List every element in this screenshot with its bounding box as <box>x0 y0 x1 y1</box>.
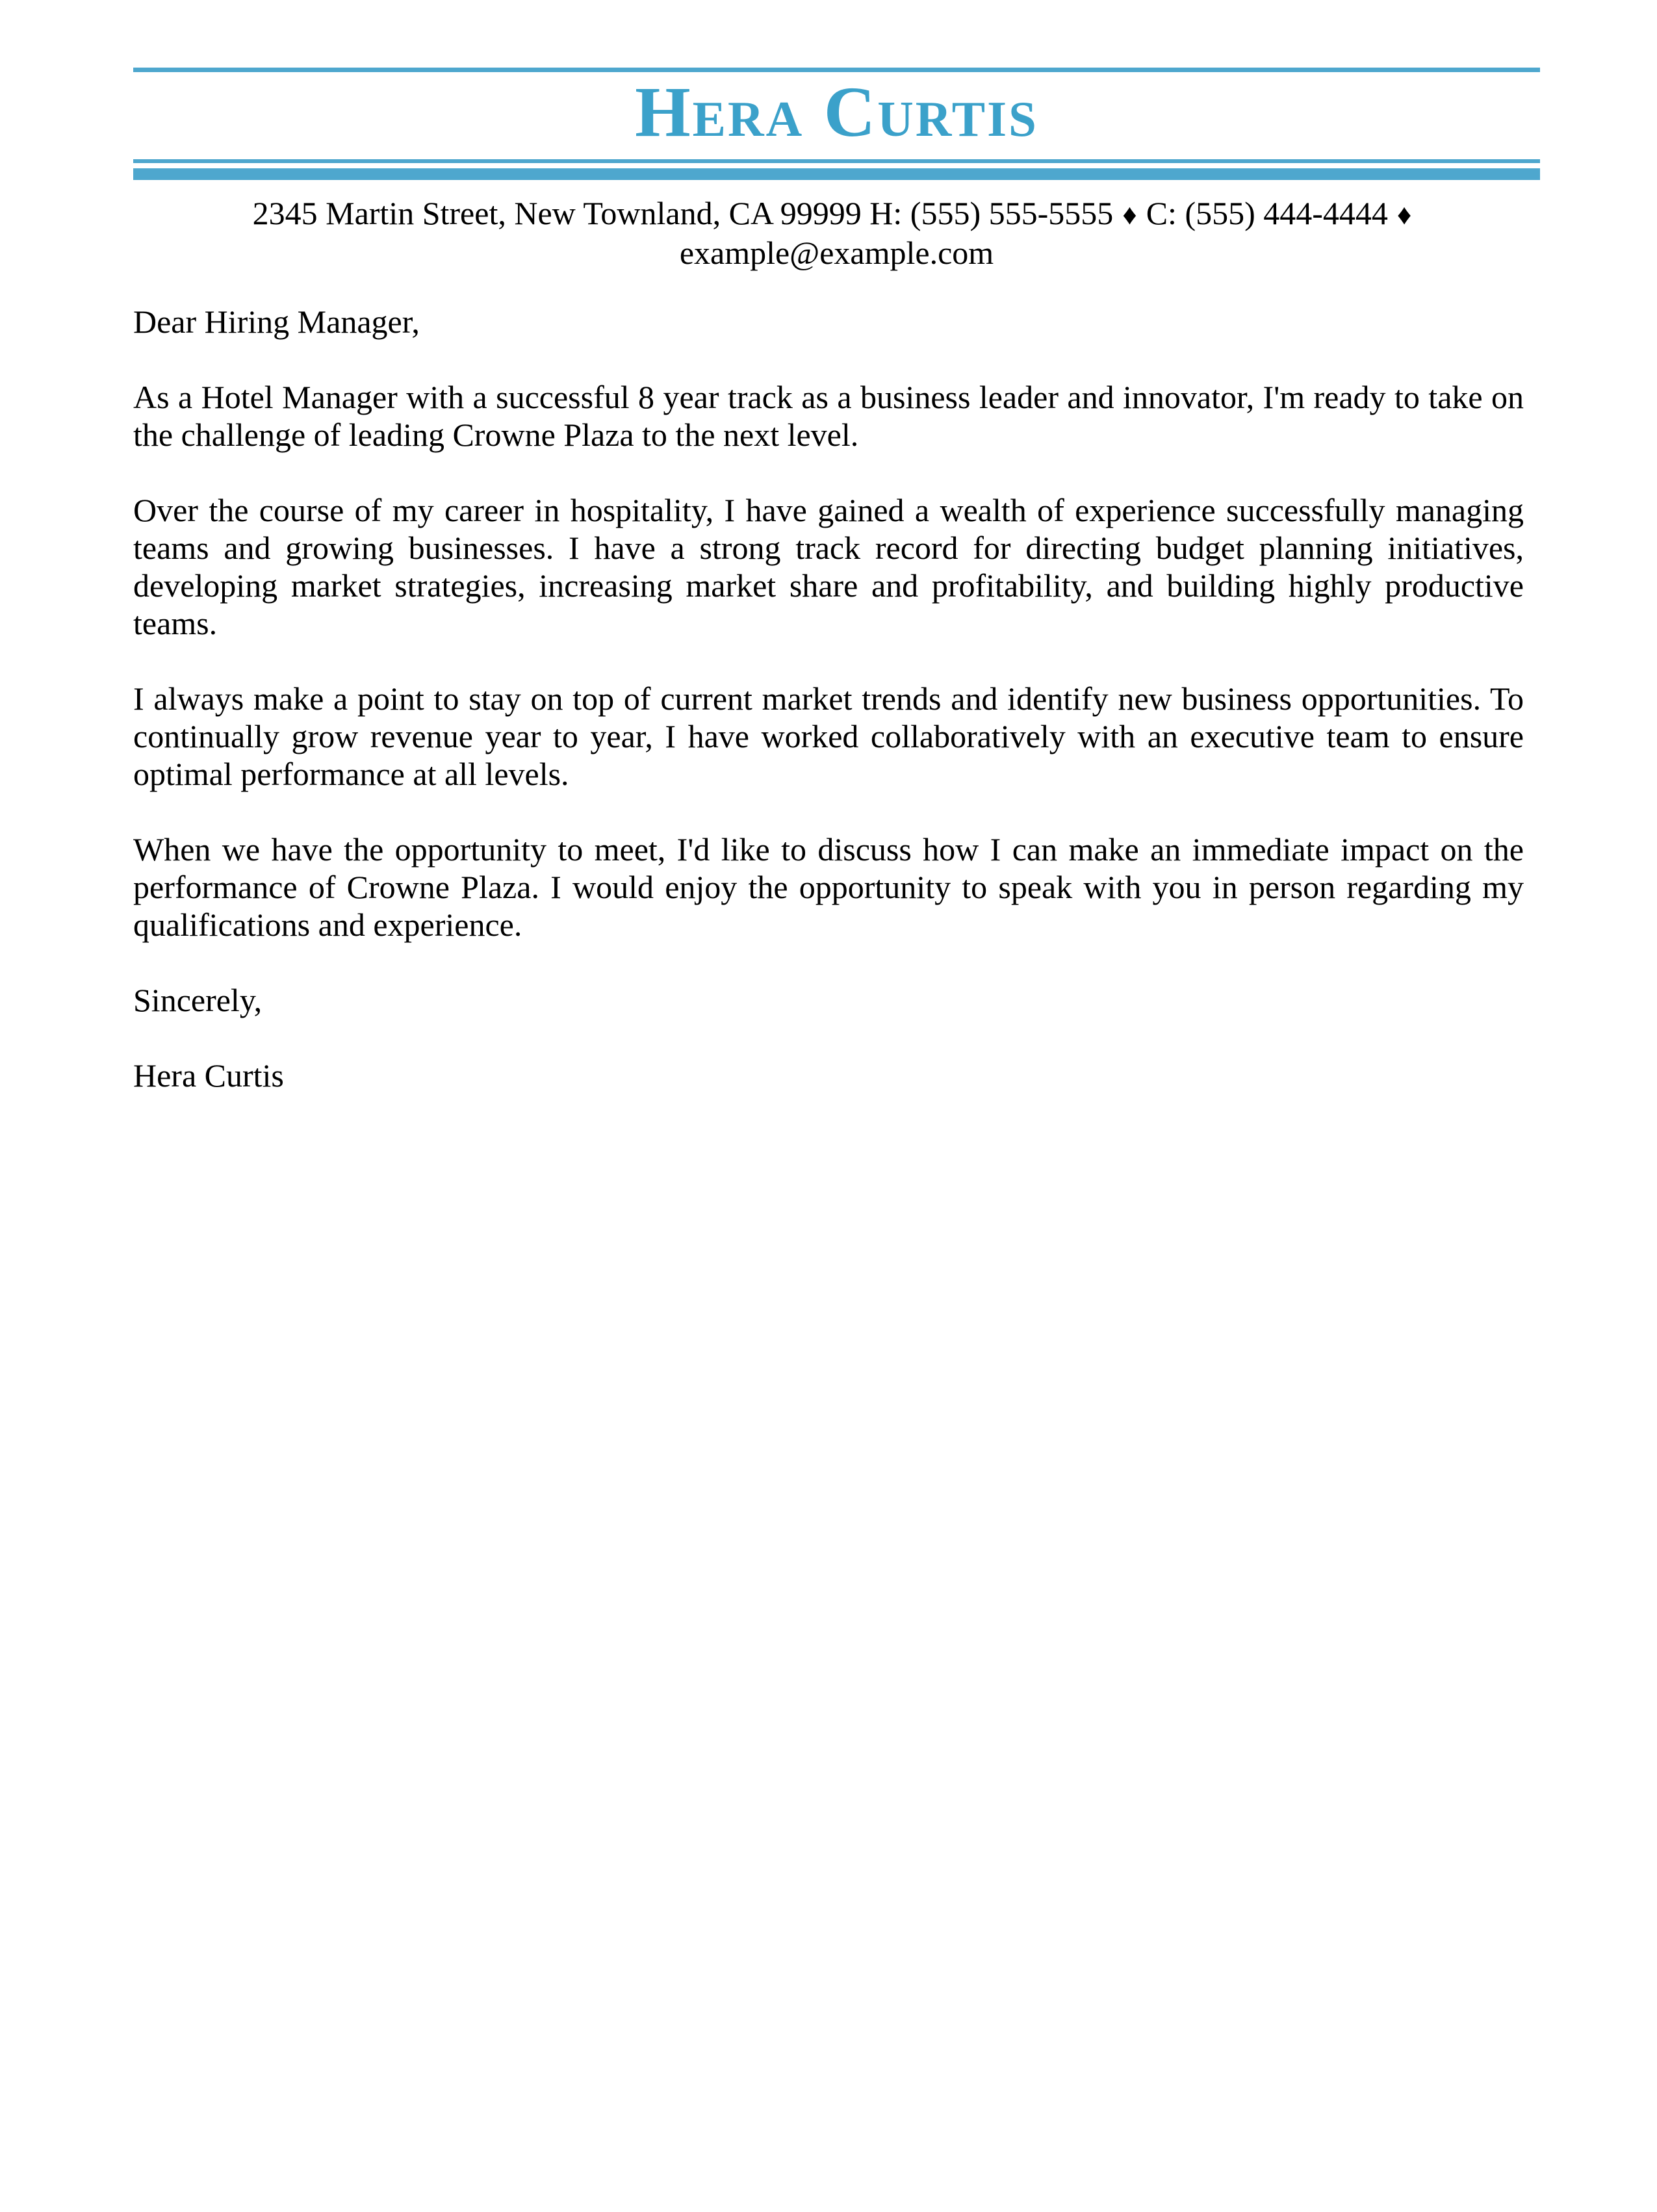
header-top-rule <box>133 68 1540 72</box>
paragraph: I always make a point to stay on top of current market trends and identify new business opportunities. To continually grow revenue year to year, I have worked collaboratively with an executive team to ensure optimal performance at all levels. <box>133 680 1524 792</box>
email-text: example@example.com <box>679 235 994 271</box>
letter-body <box>133 303 1540 1094</box>
page-title-name: Hera Curtis <box>635 72 1038 151</box>
paragraph: When we have the opportunity to meet, I'd like to discuss how I can make an immediate impact on the performance of Crowne Plaza. I would enjoy the opportunity to speak with you in person regarding my qualifications and experience. <box>133 831 1524 943</box>
contact-block <box>133 194 1540 272</box>
salutation: Dear Hiring Manager, <box>133 303 420 340</box>
paragraph: Over the course of my career in hospitality, I have gained a wealth of experience successfully managing teams and growing businesses. I have a strong track record for directing budget planning initiatives, developing market strategies, increasing market share and profitability, and building highly productive teams. <box>133 492 1524 641</box>
cover-letter-page <box>133 68 1540 1094</box>
header-double-rule <box>133 159 1540 180</box>
home-phone-text: H: (555) 555-5555 <box>869 195 1114 231</box>
closing: Sincerely, <box>133 982 263 1018</box>
address-text: 2345 Martin Street, New Townland, CA 99999 <box>252 195 862 231</box>
cell-phone-text: C: (555) 444-4444 <box>1146 195 1388 231</box>
paragraph: As a Hotel Manager with a successful 8 year track as a business leader and innovator, I'm ready to take on the challenge of leading Crowne Plaza to the next level. <box>133 379 1524 453</box>
diamond-icon: ♦ <box>1396 199 1412 231</box>
diamond-icon: ♦ <box>1122 199 1137 231</box>
contact-line <box>133 194 1540 234</box>
signature: Hera Curtis <box>133 1057 284 1094</box>
